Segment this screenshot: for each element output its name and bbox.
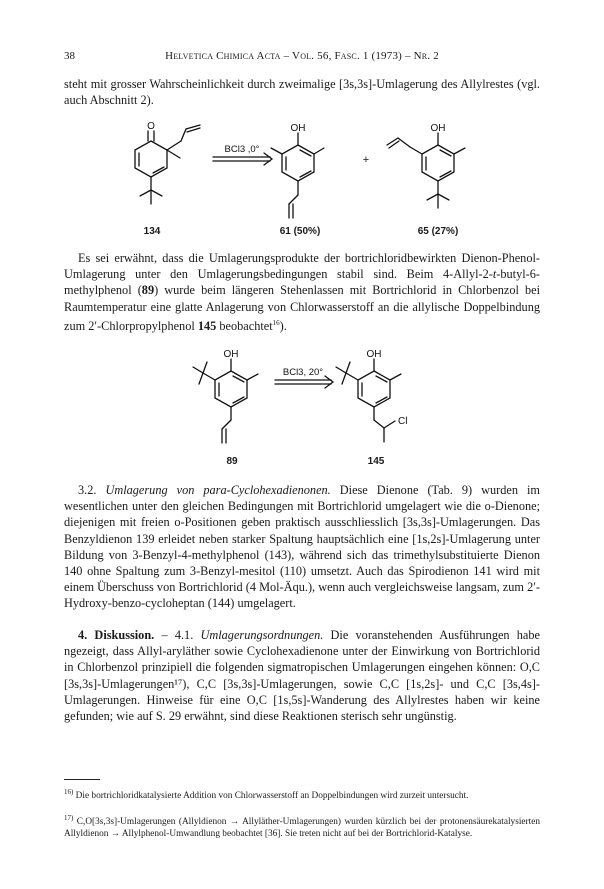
paragraph-stability: Es sei erwähnt, dass die Umlagerungsprodukte der bortrichloridbewirkten Dienon-Phenol-Umlagerung unter den Umlagerungsbedingungen stabil sind. Beim 4-Allyl-2-t-butyl-6-methylphenol (89) wurde beim längeren Stehenlassen mit Bortrichlorid in Chlorbenzol bei Raumtemperatur eine glatte Anlagerung von Chlorwasserstoff an die allylische Doppelbindung zum 2′-Chlorpropylphenol 145 beobachtet$^{16}$).	[64, 251, 540, 333]
paragraph-section-3-2: 3.2. Umlagerung von para-Cyclohexadienonen. Diese Dienone (Tab. 9) wurden im wesentlichen unter den gleichen Bedingungen mit Bortrichlorid umgelagert wie die o-Dienone; diejenigen mit freien o-Positionen geben praktisch ausschliesslich [3s,3s]-Umlagerungen. Das Benzyldienon 139 erleidet neben starker Spaltung hauptsächlich eine [1s,2s]-Umlagerung unter Bildung von 3-Benzyl-4-methylphenol (143), während sich das trimethylsubstituierte Dienon 140 ohne Spaltung zum 3-Benzyl-mesitol (110) umsetzt. Auch das Spirodienon 141 wird mit einem Überschuss von Bortrichlorid (4 Mol-Äqu.), wenn auch vergleichsweise langsam, zum 2′-Hydroxy-benzo-cycloheptan (144) umgelagert.	[64, 483, 540, 611]
atom-cl-145: Cl	[398, 416, 408, 427]
footnote-16: $^{16)}$ Die bortrichloridkatalysierte Addition von Chlorwasserstoff an Doppelbindungen wird zurzeit untersucht.	[64, 788, 469, 802]
atom-oh-61: OH	[290, 123, 306, 134]
footnote-divider	[64, 779, 100, 780]
section-title-3-2: Umlagerung von para-Cyclohexadienonen.	[105, 483, 331, 497]
running-title: Helvetica Chimica Acta – Vol. 56, Fasc. 1 (1973) – Nr. 2	[165, 50, 439, 62]
plus-sign: +	[362, 154, 370, 166]
paragraph-section-4: 4. Diskussion. – 4.1. Umlagerungsordnungen. Die voranstehenden Ausführungen habe ngezeigt, dass Allyl-aryläther sowie Cyclohexadienone unter der Einwirkung von Bortrichlorid in Chlorbenzol prinzipiell die folgenden sigmatropischen Umlagerungen eingehen können: O,C [3s,3s]-Umlagerungen¹⁷), C,C [3s,3s]-Umlagerungen, sowie C,C [1s,2s]- und C,C [3s,4s]-Umlagerungen. Hinweise für eine O,C [1s,5s]-Wanderung des Allylrestes haben wir keine gefunden; wie auf S. 29 erwähnt, sind diese Reaktionen sterisch sehr ungünstig.	[64, 628, 540, 724]
structure-65	[387, 133, 465, 208]
compound-label-134: 134	[143, 226, 161, 237]
section-title-4-1: Umlagerungsordnungen.	[200, 628, 324, 642]
compound-label-65: 65 (27%)	[417, 226, 459, 237]
compound-label-61: 61 (50%)	[279, 226, 321, 237]
compound-label-145: 145	[367, 456, 385, 467]
atom-oh-145: OH	[366, 349, 382, 360]
structure-134	[135, 125, 200, 204]
structure-89	[193, 359, 258, 443]
structure-145	[336, 359, 401, 442]
structure-61	[271, 133, 324, 218]
reagent-2: BCl3, 20°	[282, 367, 324, 378]
compound-label-89: 89	[226, 456, 238, 467]
section-heading-4: 4. Diskussion.	[78, 628, 155, 642]
footnote-17: $^{17)}$ C,O[3s,3s]-Umlagerungen (Allyldienon → Allyläther-Umlagerungen) wurden kürzlich bei der protonensäurekatalysierten Allyldienon → Allylphenol-Umwandlung beobachtet [36]. Sie treten nicht auf bei der Bortrichlorid-Katalyse.	[64, 814, 540, 840]
atom-oh-89: OH	[223, 349, 239, 360]
paragraph-intro: steht mit grosser Wahrscheinlichkeit durch zweimalige [3s,3s]-Umlagerung des Allylrestes (vgl. auch Abschnitt 2).	[64, 77, 540, 108]
page-number: 38	[64, 50, 75, 62]
reagent-1: BCl3 ,0°	[224, 144, 260, 155]
atom-o-134: O	[147, 121, 155, 132]
atom-oh-65: OH	[430, 123, 446, 134]
